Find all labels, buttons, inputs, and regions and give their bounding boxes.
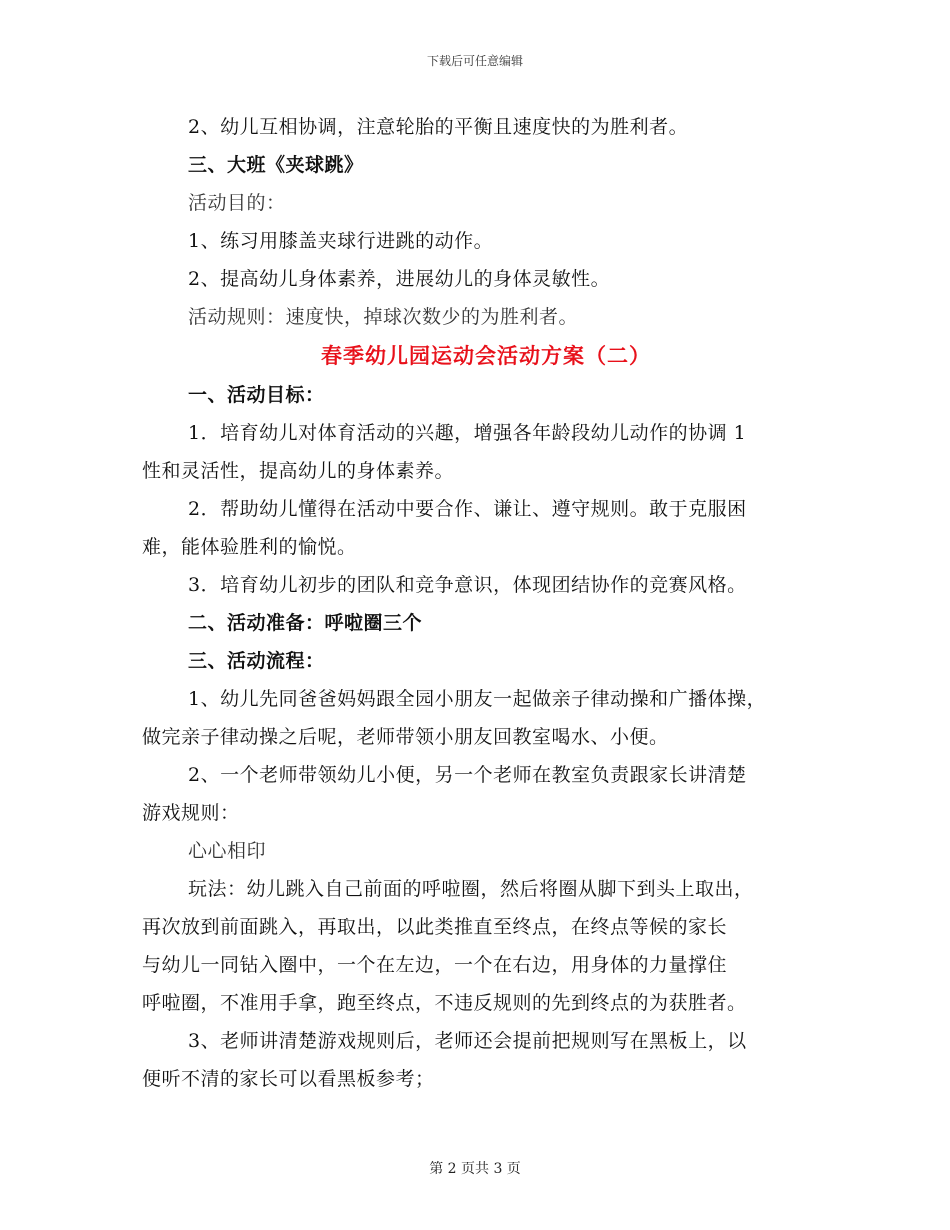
- goal-item-1: 1、练习用膝盖夹球行进跳的动作。: [188, 230, 494, 252]
- flow-1-line-2: 做完亲子律动操之后呢，老师带领小朋友回教室喝水、小便。: [142, 726, 669, 748]
- flow-1-line-1: 1、幼儿先同爸爸妈妈跟全园小朋友一起做亲子律动操和广播体操，: [188, 688, 767, 710]
- document-body: [142, 108, 822, 1098]
- goal-label: 活动目的：: [188, 192, 286, 214]
- plan-title: 春季幼儿园运动会活动方案（二）: [321, 343, 651, 368]
- header-note: 下载后可任意编辑: [426, 54, 523, 68]
- target-3: 3．培育幼儿初步的团队和竞争意识，体现团结协作的竞赛风格。: [188, 574, 747, 596]
- heading-process: 三、活动流程：: [188, 650, 325, 672]
- paragraph-prev-item2: 2、幼儿互相协调，注意轮胎的平衡且速度快的为胜利者。: [188, 116, 689, 138]
- play-line-1: 玩法：幼儿跳入自己前面的呼啦圈，然后将圈从脚下到头上取出，: [188, 878, 754, 900]
- flow-3-line-2: 便听不清的家长可以看黑板参考；: [142, 1068, 435, 1090]
- heading-preparation: 二、活动准备：呼啦圈三个: [188, 612, 423, 634]
- play-line-4: 呼啦圈，不准用手拿，跑至终点，不违反规则的先到终点的为获胜者。: [142, 992, 747, 1014]
- heading-big-class-game: 三、大班《夹球跳》: [188, 154, 364, 176]
- play-line-3: 与幼儿一同钻入圈中，一个在左边，一个在右边，用身体的力量撑住: [142, 954, 728, 976]
- target-2-line-1: 2．帮助幼儿懂得在活动中要合作、谦让、遵守规则。敢于克服困: [188, 498, 747, 520]
- target-1-line-1: 1．培育幼儿对体育活动的兴趣，增强各年龄段幼儿动作的协调 1: [188, 422, 747, 444]
- flow-2-line-1: 2、一个老师带领幼儿小便，另一个老师在教室负责跟家长讲清楚: [188, 764, 747, 786]
- play-line-2: 再次放到前面跳入，再取出，以此类推直至终点，在终点等候的家长: [142, 916, 728, 938]
- page-number: 第 2 页共 3 页: [429, 1161, 521, 1177]
- heading-goals: 一、活动目标：: [188, 384, 325, 406]
- rules-text: 活动规则：速度快，掉球次数少的为胜利者。: [188, 306, 579, 328]
- target-2-line-2: 难，能体验胜利的愉悦。: [142, 536, 357, 558]
- game-name: 心心相印: [188, 840, 267, 862]
- goal-item-2: 2、提高幼儿身体素养，进展幼儿的身体灵敏性。: [188, 268, 611, 290]
- flow-2-line-2: 游戏规则：: [142, 802, 240, 824]
- target-1-line-2: 性和灵活性，提高幼儿的身体素养。: [142, 460, 455, 482]
- flow-3-line-1: 3、老师讲清楚游戏规则后，老师还会提前把规则写在黑板上，以: [188, 1030, 747, 1052]
